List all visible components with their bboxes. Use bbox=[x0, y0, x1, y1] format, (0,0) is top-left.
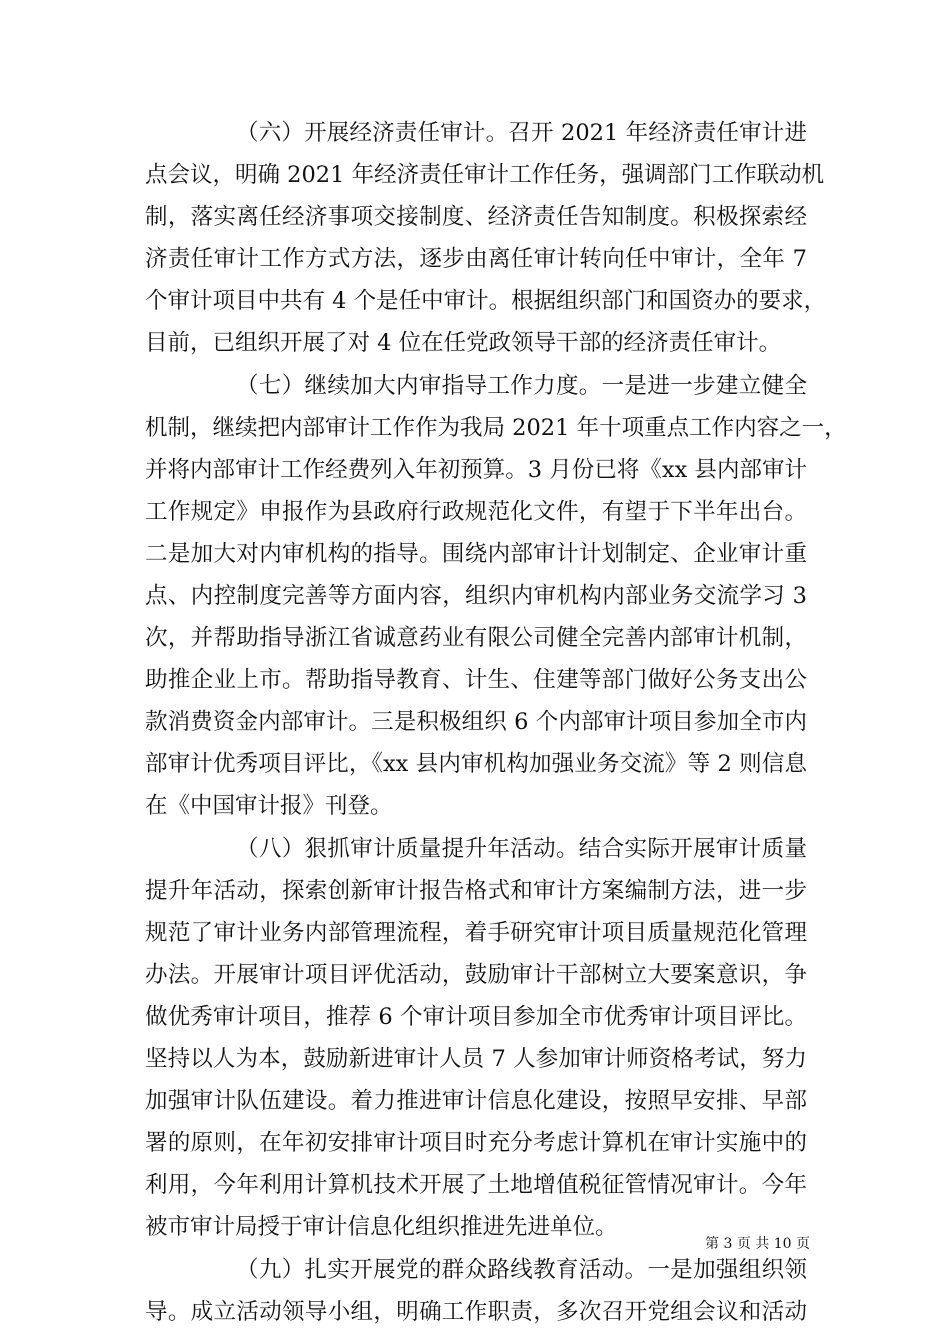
paragraph-8-line-6: 坚持以人为本，鼓励新进审计人员 7 人参加审计师资格考试，努力 bbox=[145, 1046, 807, 1072]
paragraph-7-line-7: 次，并帮助指导浙江省诚意药业有限公司健全完善内部审计机制， bbox=[145, 625, 807, 651]
paragraph-7-line-6: 点、内控制度完善等方面内容，组织内审机构内部业务交流学习 3 bbox=[145, 583, 807, 609]
paragraph-8-line-7: 加强审计队伍建设。着力推进审计信息化建设，按照早安排、早部 bbox=[145, 1088, 807, 1114]
paragraph-7-line-9: 款消费资金内部审计。三是积极组织 6 个内部审计项目参加全市内 bbox=[145, 709, 807, 735]
paragraph-8-line-2: 提升年活动，探索创新审计报告格式和审计方案编制方法，进一步 bbox=[145, 878, 807, 904]
paragraph-8-line-10: 被市审计局授于审计信息化组织推进先进单位。 bbox=[145, 1214, 618, 1240]
paragraph-7-line-2: 机制，继续把内部审计工作作为我局 2021 年十项重点工作内容之一， bbox=[145, 415, 847, 441]
paragraph-7-line-3: 并将内部审计工作经费列入年初预算。3 月份已将《xx 县内部审计 bbox=[145, 457, 807, 483]
paragraph-8-line-9: 利用，今年利用计算机技术开展了土地增值税征管情况审计。今年 bbox=[145, 1172, 807, 1198]
paragraph-7-line-1: （七）继续加大内审指导工作力度。一是进一步建立健全 bbox=[236, 373, 807, 399]
paragraph-6-line-5: 个审计项目中共有 4 个是任中审计。根据组织部门和国资办的要求， bbox=[145, 288, 827, 314]
paragraph-6-line-4: 济责任审计工作方式方法，逐步由离任审计转向任中审计，全年 7 bbox=[145, 246, 807, 272]
paragraph-8-line-8: 署的原则，在年初安排审计项目时充分考虑计算机在审计实施中的 bbox=[145, 1130, 807, 1156]
paragraph-6-line-6: 目前，已组织开展了对 4 位在任党政领导干部的经济责任审计。 bbox=[145, 330, 782, 356]
paragraph-6-line-2: 点会议，明确 2021 年经济责任审计工作任务，强调部门工作联动机 bbox=[145, 162, 825, 188]
paragraph-9-line-2: 导。成立活动领导小组，明确工作职责，多次召开党组会议和活动 bbox=[145, 1299, 807, 1325]
paragraph-7-line-5: 二是加大对内审机构的指导。围绕内部审计计划制定、企业审计重 bbox=[145, 541, 807, 567]
page-number-footer: 第 3 页 共 10 页 bbox=[705, 1236, 810, 1252]
paragraph-7-line-8: 助推企业上市。帮助指导教育、计生、住建等部门做好公务支出公 bbox=[145, 667, 807, 693]
paragraph-9-line-1: （九）扎实开展党的群众路线教育活动。一是加强组织领 bbox=[236, 1257, 807, 1283]
paragraph-7-line-11: 在《中国审计报》刊登。 bbox=[145, 793, 393, 819]
paragraph-8-line-3: 规范了审计业务内部管理流程，着手研究审计项目质量规范化管理 bbox=[145, 920, 807, 946]
paragraph-8-line-1: （八）狠抓审计质量提升年活动。结合实际开展审计质量 bbox=[236, 836, 807, 862]
paragraph-8-line-4: 办法。开展审计项目评优活动，鼓励审计干部树立大要案意识，争 bbox=[145, 962, 807, 988]
paragraph-7-line-10: 部审计优秀项目评比，《xx 县内审机构加强业务交流》等 2 则信息 bbox=[145, 751, 807, 777]
paragraph-6-line-1: （六）开展经济责任审计。召开 2021 年经济责任审计进 bbox=[236, 120, 807, 146]
paragraph-8-line-5: 做优秀审计项目，推荐 6 个审计项目参加全市优秀审计项目评比。 bbox=[145, 1004, 807, 1030]
paragraph-7-line-4: 工作规定》申报作为县政府行政规范化文件，有望于下半年出台。 bbox=[145, 499, 807, 525]
paragraph-6-line-3: 制，落实离任经济事项交接制度、经济责任告知制度。积极探索经 bbox=[145, 204, 807, 230]
